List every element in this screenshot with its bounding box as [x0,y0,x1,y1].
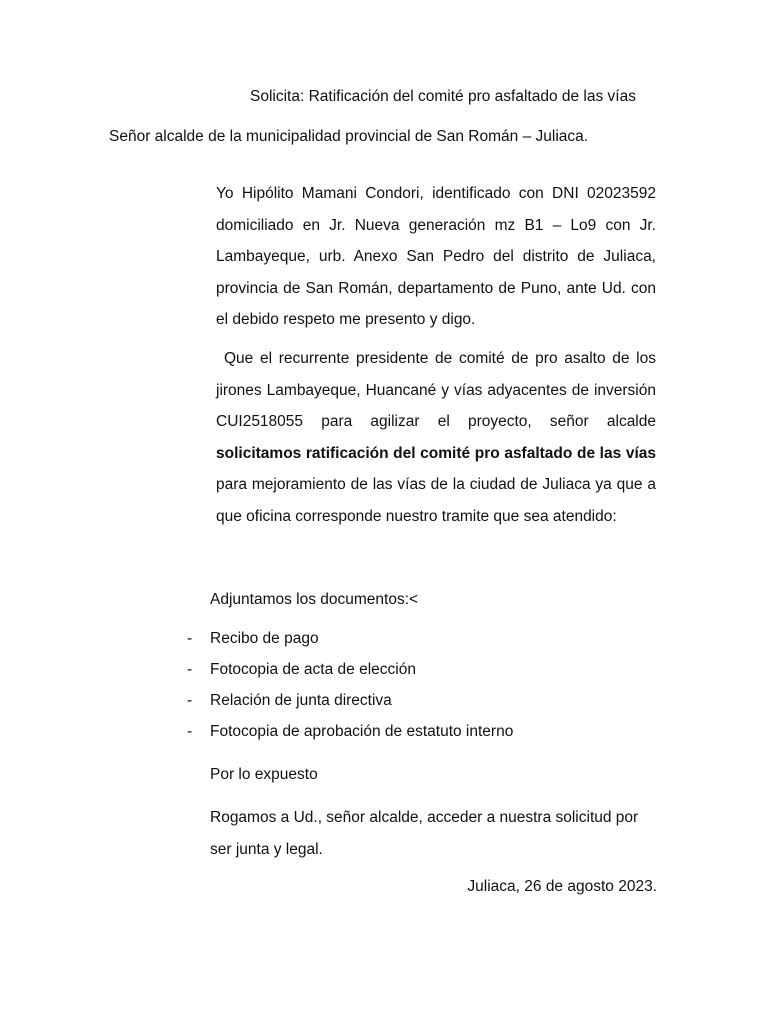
list-item [0,690,768,721]
date-line: Juliaca, 26 de agosto 2023. [467,878,657,895]
bullet-dash: - [187,723,193,740]
bullet-dash: - [187,630,193,647]
bullet-dash: - [187,661,193,678]
request-paragraph-text-end: para mejoramiento de las vías de la ciudad de Juliaca ya que a que oficina corresponde nuestro tramite que sea atendido: [216,476,656,525]
subject-line: Solicita: Ratificación del comité pro asfaltado de las vías [250,88,636,105]
attachment-label: Relación de junta directiva [210,692,392,709]
closing-line: Por lo expuesto [210,766,318,783]
attachment-label: Fotocopia de aprobación de estatuto interno [210,723,514,740]
final-request: Rogamos a Ud., señor alcalde, acceder a nuestra solicitud por ser junta y legal. [210,809,639,858]
bullet-dash: - [187,692,193,709]
request-paragraph-emphasis: solicitamos ratificación del comité pro asfaltado de las vías [216,444,656,462]
attachment-label: Fotocopia de acta de elección [210,661,416,678]
attachments-list [0,628,768,752]
request-paragraph [216,343,656,533]
list-item [0,628,768,659]
request-paragraph-text: Que el recurrente presidente de comité de pro asalto de los jirones Lambayeque, Huancané y vías adyacentes de inversión CUI2518055 para agilizar el proyecto, señor alcalde [216,350,656,431]
attachment-label: Recibo de pago [210,630,319,647]
attachments-heading: Adjuntamos los documentos:< [210,591,419,608]
introduction-paragraph: Yo Hipólito Mamani Condori, identificado con DNI 02023592 domiciliado en Jr. Nueva generación mz B1 – Lo9 con Jr. Lambayeque, urb. Anexo San Pedro del distrito de Juliaca, provincia de San Román, departamento de Puno, ante Ud. con el debido respeto me presento y digo. [216,185,656,329]
list-item [0,721,768,752]
addressee-line: Señor alcalde de la municipalidad provincial de San Román – Juliaca. [109,128,589,145]
list-item [0,659,768,690]
